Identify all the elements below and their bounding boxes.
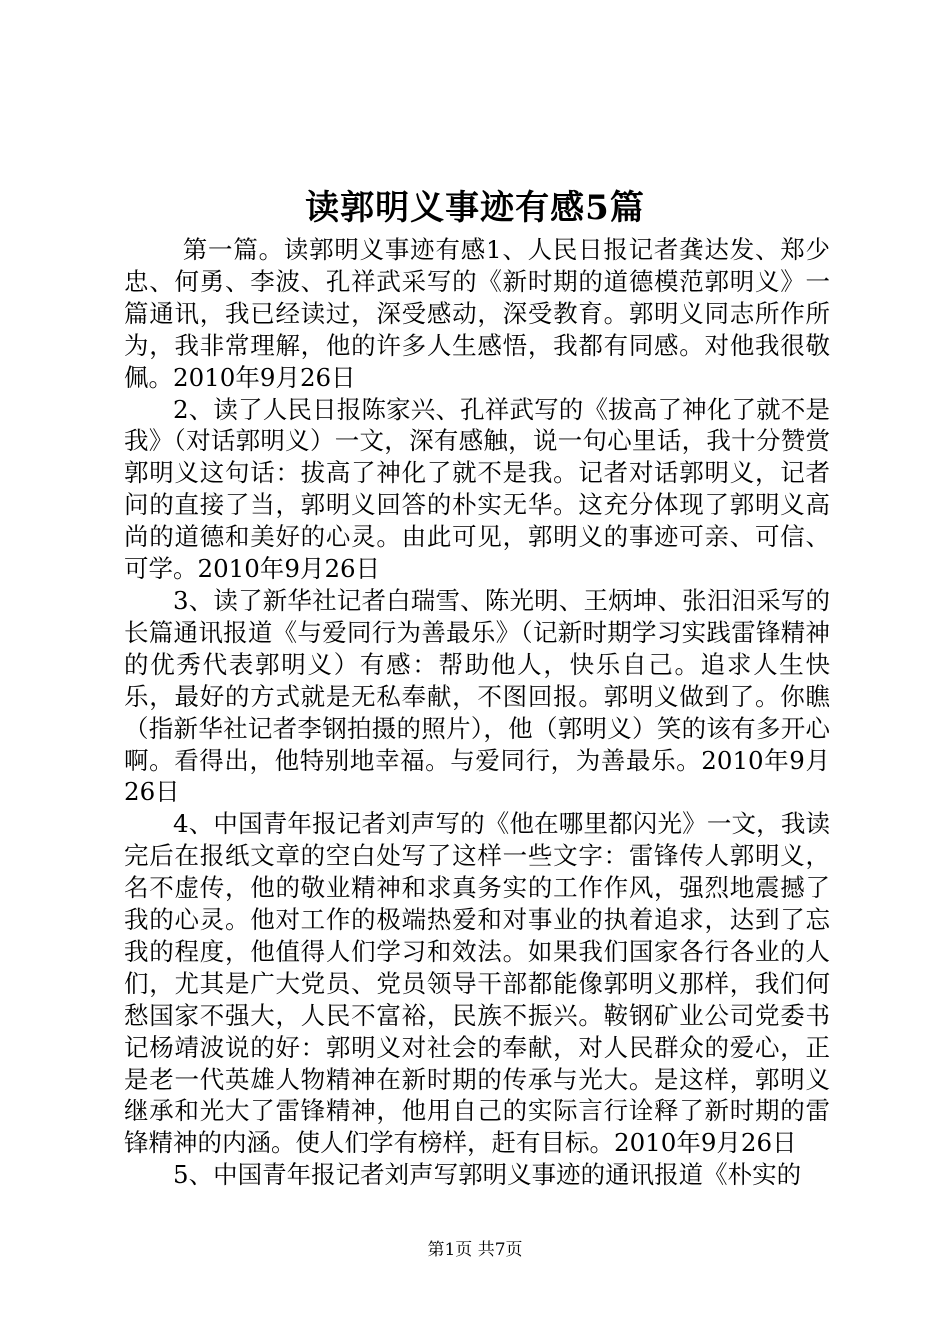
document-body: [124, 234, 830, 1191]
paragraph-4: 4、中国青年报记者刘声写的《他在哪里都闪光》一文，我读完后在报纸文章的空白处写了这样一些文字：雷锋传人郭明义，名不虚传，他的敬业精神和求真务实的工作作风，强烈地震撼了我的心灵。他对工作的极端热爱和对事业的执着追求，达到了忘我的程度，他值得人们学习和效法。如果我们国家各行各业的人们，尤其是广大党员、党员领导干部都能像郭明义那样，我们何愁国家不强大，人民不富裕，民族不振兴。鞍钢矿业公司党委书记杨靖波说的好：郭明义对社会的奉献，对人民群众的爱心，正是老一代英雄人物精神在新时期的传承与光大。是这样，郭明义继承和光大了雷锋精神，他用自己的实际言行诠释了新时期的雷锋精神的内涵。使人们学有榜样，赶有目标。2010年9月26日: [124, 809, 830, 1158]
paragraph-2: 2、读了人民日报陈家兴、孔祥武写的《拔高了神化了就不是我》（对话郭明义）一文，深有感触，说一句心里话，我十分赞赏郭明义这句话：拔高了神化了就不是我。记者对话郭明义，记者问的直接了当，郭明义回答的朴实无华。这充分体现了郭明义高尚的道德和美好的心灵。由此可见，郭明义的事迹可亲、可信、可学。2010年9月26日: [124, 394, 830, 584]
document-title: 读郭明义事迹有感5篇: [305, 188, 645, 228]
paragraph-5: 5、中国青年报记者刘声写郭明义事迹的通讯报道《朴实的: [173, 1160, 802, 1190]
paragraph-3: 3、读了新华社记者白瑞雪、陈光明、王炳坤、张汨汨采写的长篇通讯报道《与爱同行为善最乐》（记新时期学习实践雷锋精神的优秀代表郭明义）有感：帮助他人，快乐自己。追求人生快乐，最好的方式就是无私奉献，不图回报。郭明义做到了。你瞧（指新华社记者李钢拍摄的照片），他（郭明义）笑的该有多开心啊。看得出，他特别地幸福。与爱同行，为善最乐。2010年9月26日: [124, 585, 830, 807]
paragraph-1: 第一篇。读郭明义事迹有感1、人民日报记者龚达发、郑少忠、何勇、李波、孔祥武采写的《新时期的道德模范郭明义》一篇通讯，我已经读过，深受感动，深受教育。郭明义同志所作所为，我非常理解，他的许多人生感悟，我都有同感。对他我很敬佩。2010年9月26日: [124, 235, 830, 392]
page-number-footer: 第1页 共7页: [427, 1240, 523, 1260]
